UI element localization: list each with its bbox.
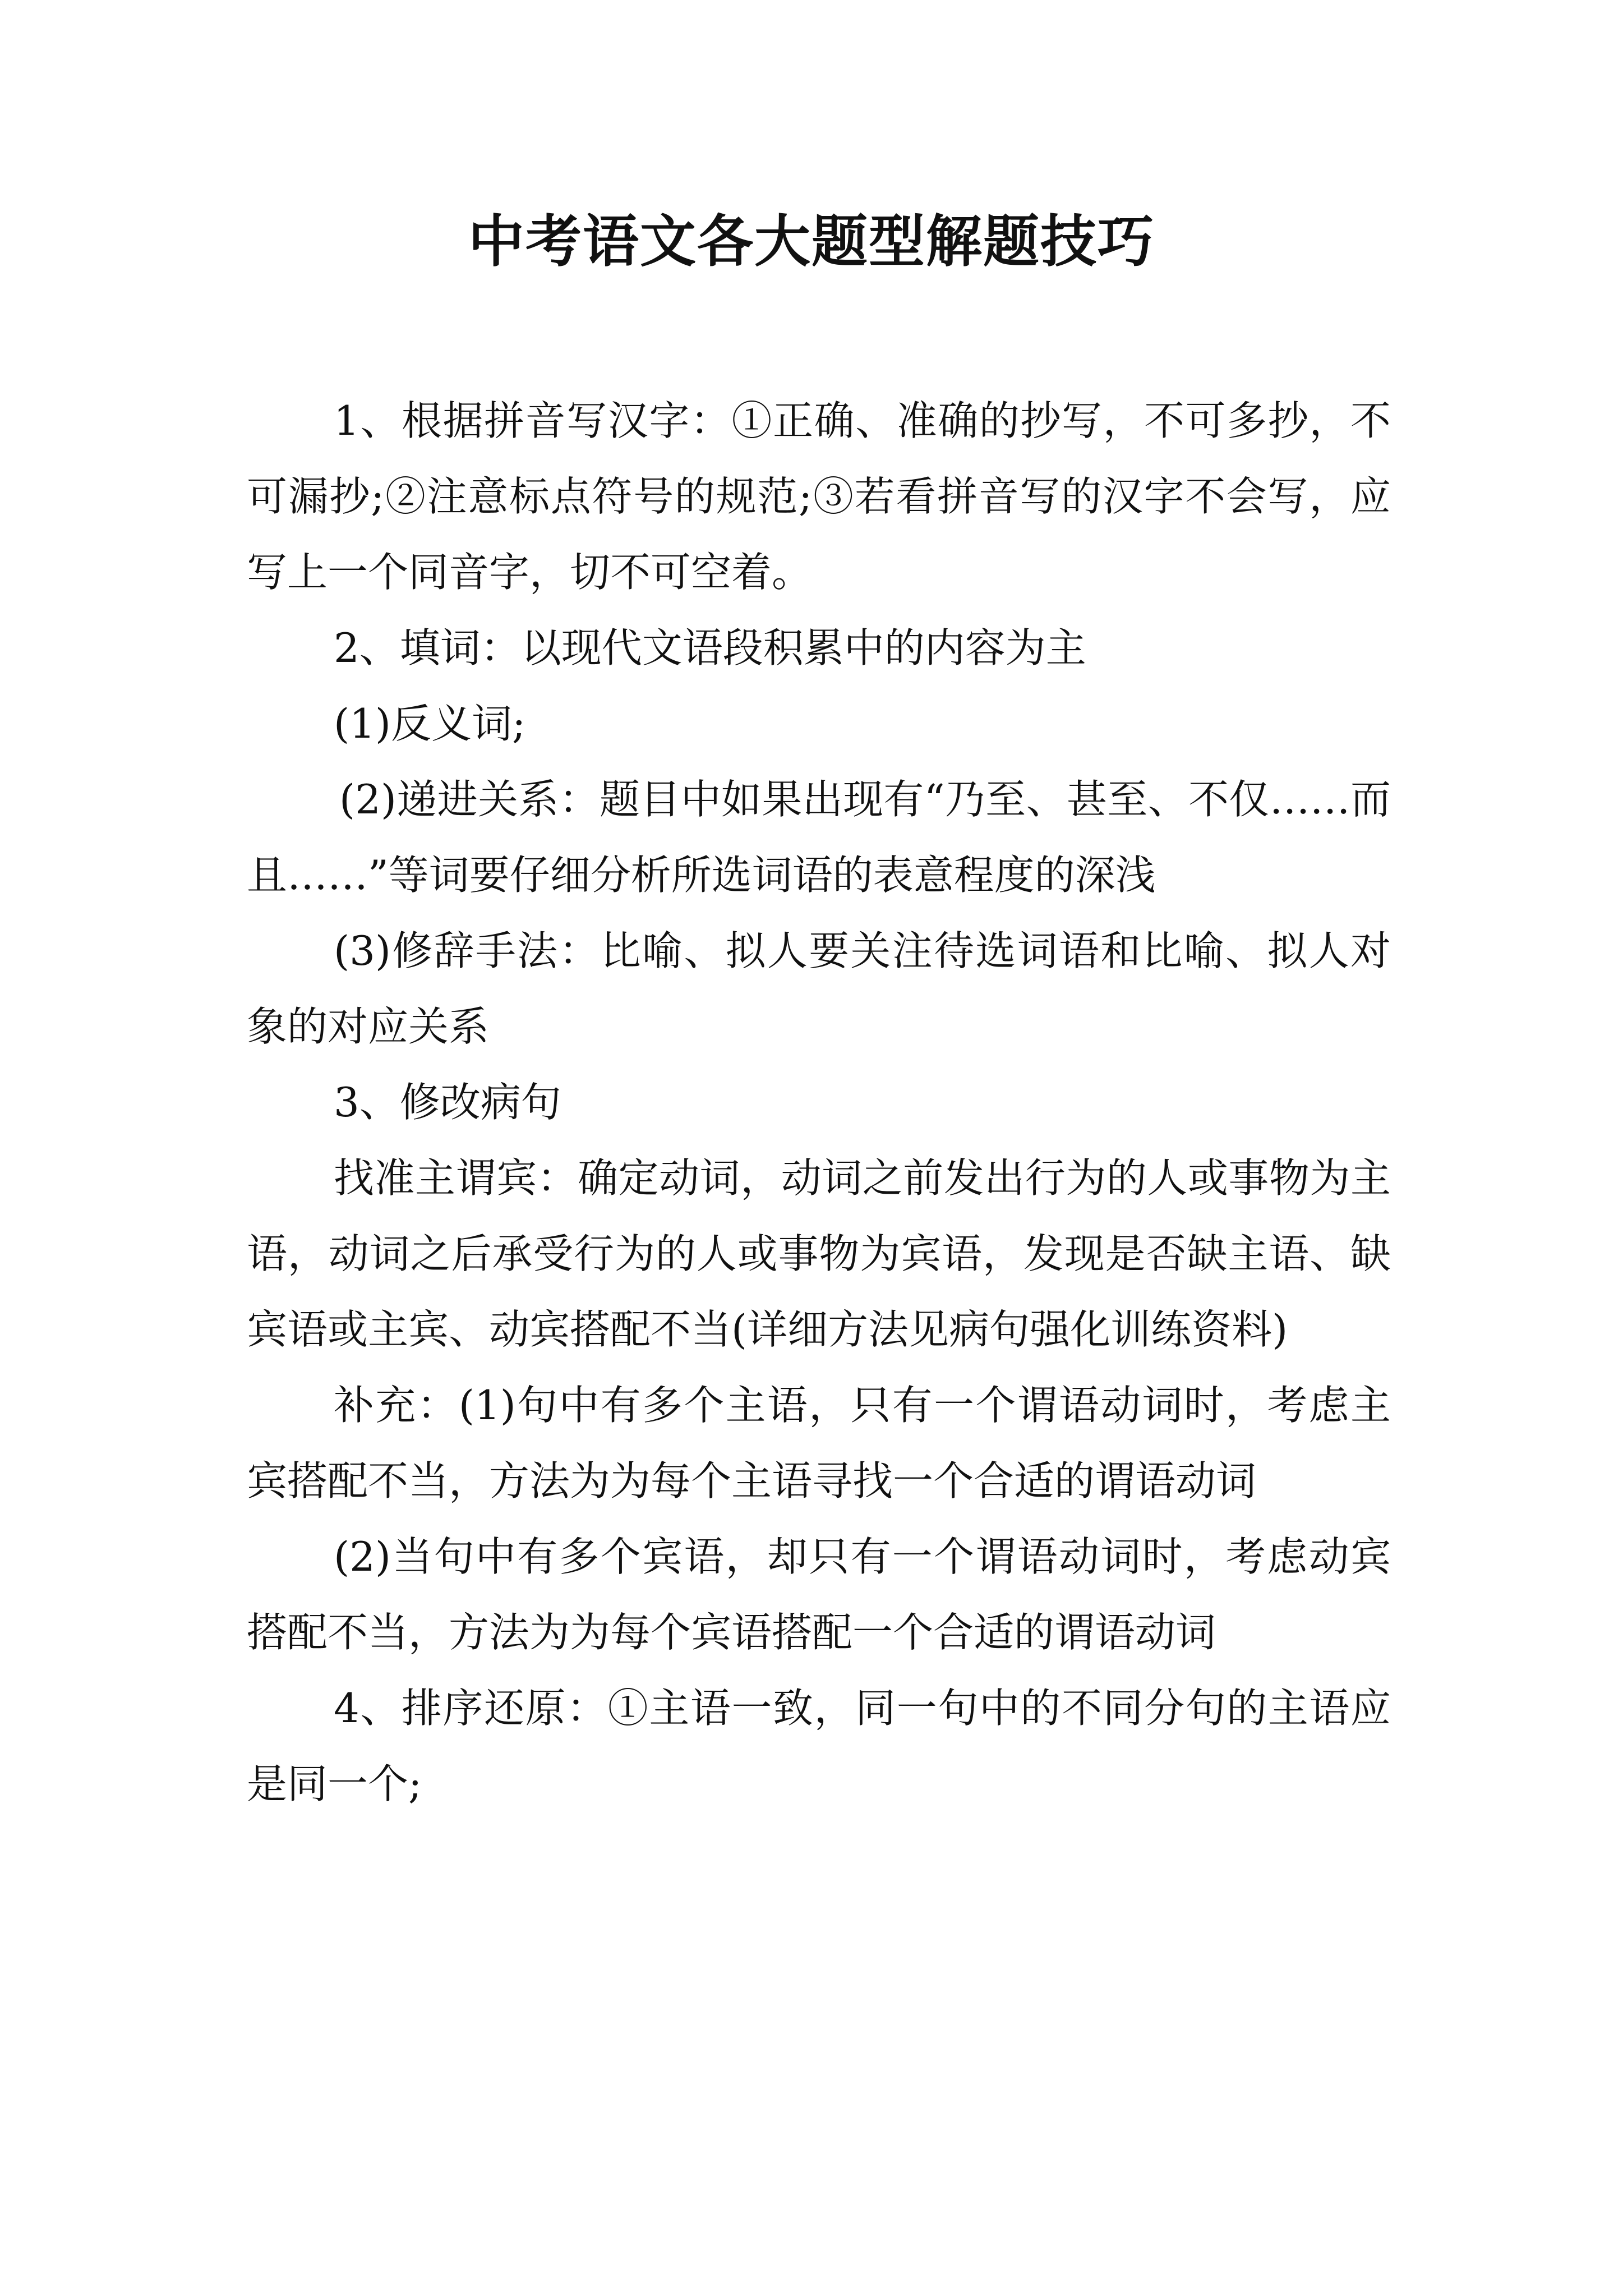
paragraph-fix-sentences: 3、修改病句 xyxy=(334,1079,561,1126)
document-title: 中考语文各大题型解题技巧 xyxy=(468,208,1155,274)
paragraph-supplement-2: (2)当句中有多个宾语，却只有一个谓语动词时，考虑动宾搭配不当，方法为为每个宾语搭配一个合适的谓语动词 xyxy=(247,1533,1391,1656)
paragraph-pinyin-hanzi: 1、根据拼音写汉字：①正确、准确的抄写，不可多抄，不可漏抄;②注意标点符号的规范;③若看拼音写的汉字不会写，应写上一个同音字，切不可空着。 xyxy=(247,397,1391,596)
paragraph-rhetoric: (3)修辞手法：比喻、拟人要关注待选词语和比喻、拟人对象的对应关系 xyxy=(247,927,1391,1050)
paragraph-antonyms: (1)反义词; xyxy=(334,700,526,747)
paragraph-supplement-1: 补充：(1)句中有多个主语，只有一个谓语动词时，考虑主宾搭配不当，方法为为每个主语寻找一个合适的谓语动词 xyxy=(247,1382,1391,1504)
paragraph-reorder: 4、排序还原：①主语一致，同一句中的不同分句的主语应是同一个; xyxy=(247,1685,1391,1807)
paragraph-subject-predicate-object: 找准主谓宾：确定动词，动词之前发出行为的人或事物为主语，动词之后承受行为的人或事物为宾语，发现是否缺主语、缺宾语或主宾、动宾搭配不当(详细方法见病句强化训练资料) xyxy=(247,1154,1391,1353)
paragraph-fill-words: 2、填词：以现代文语段积累中的内容为主 xyxy=(334,624,1086,671)
document-body xyxy=(247,383,1391,1822)
paragraph-progressive-relation: (2)递进关系：题目中如果出现有“乃至、甚至、不仅……而且……”等词要仔细分析所选词语的表意程度的深浅 xyxy=(247,776,1391,899)
